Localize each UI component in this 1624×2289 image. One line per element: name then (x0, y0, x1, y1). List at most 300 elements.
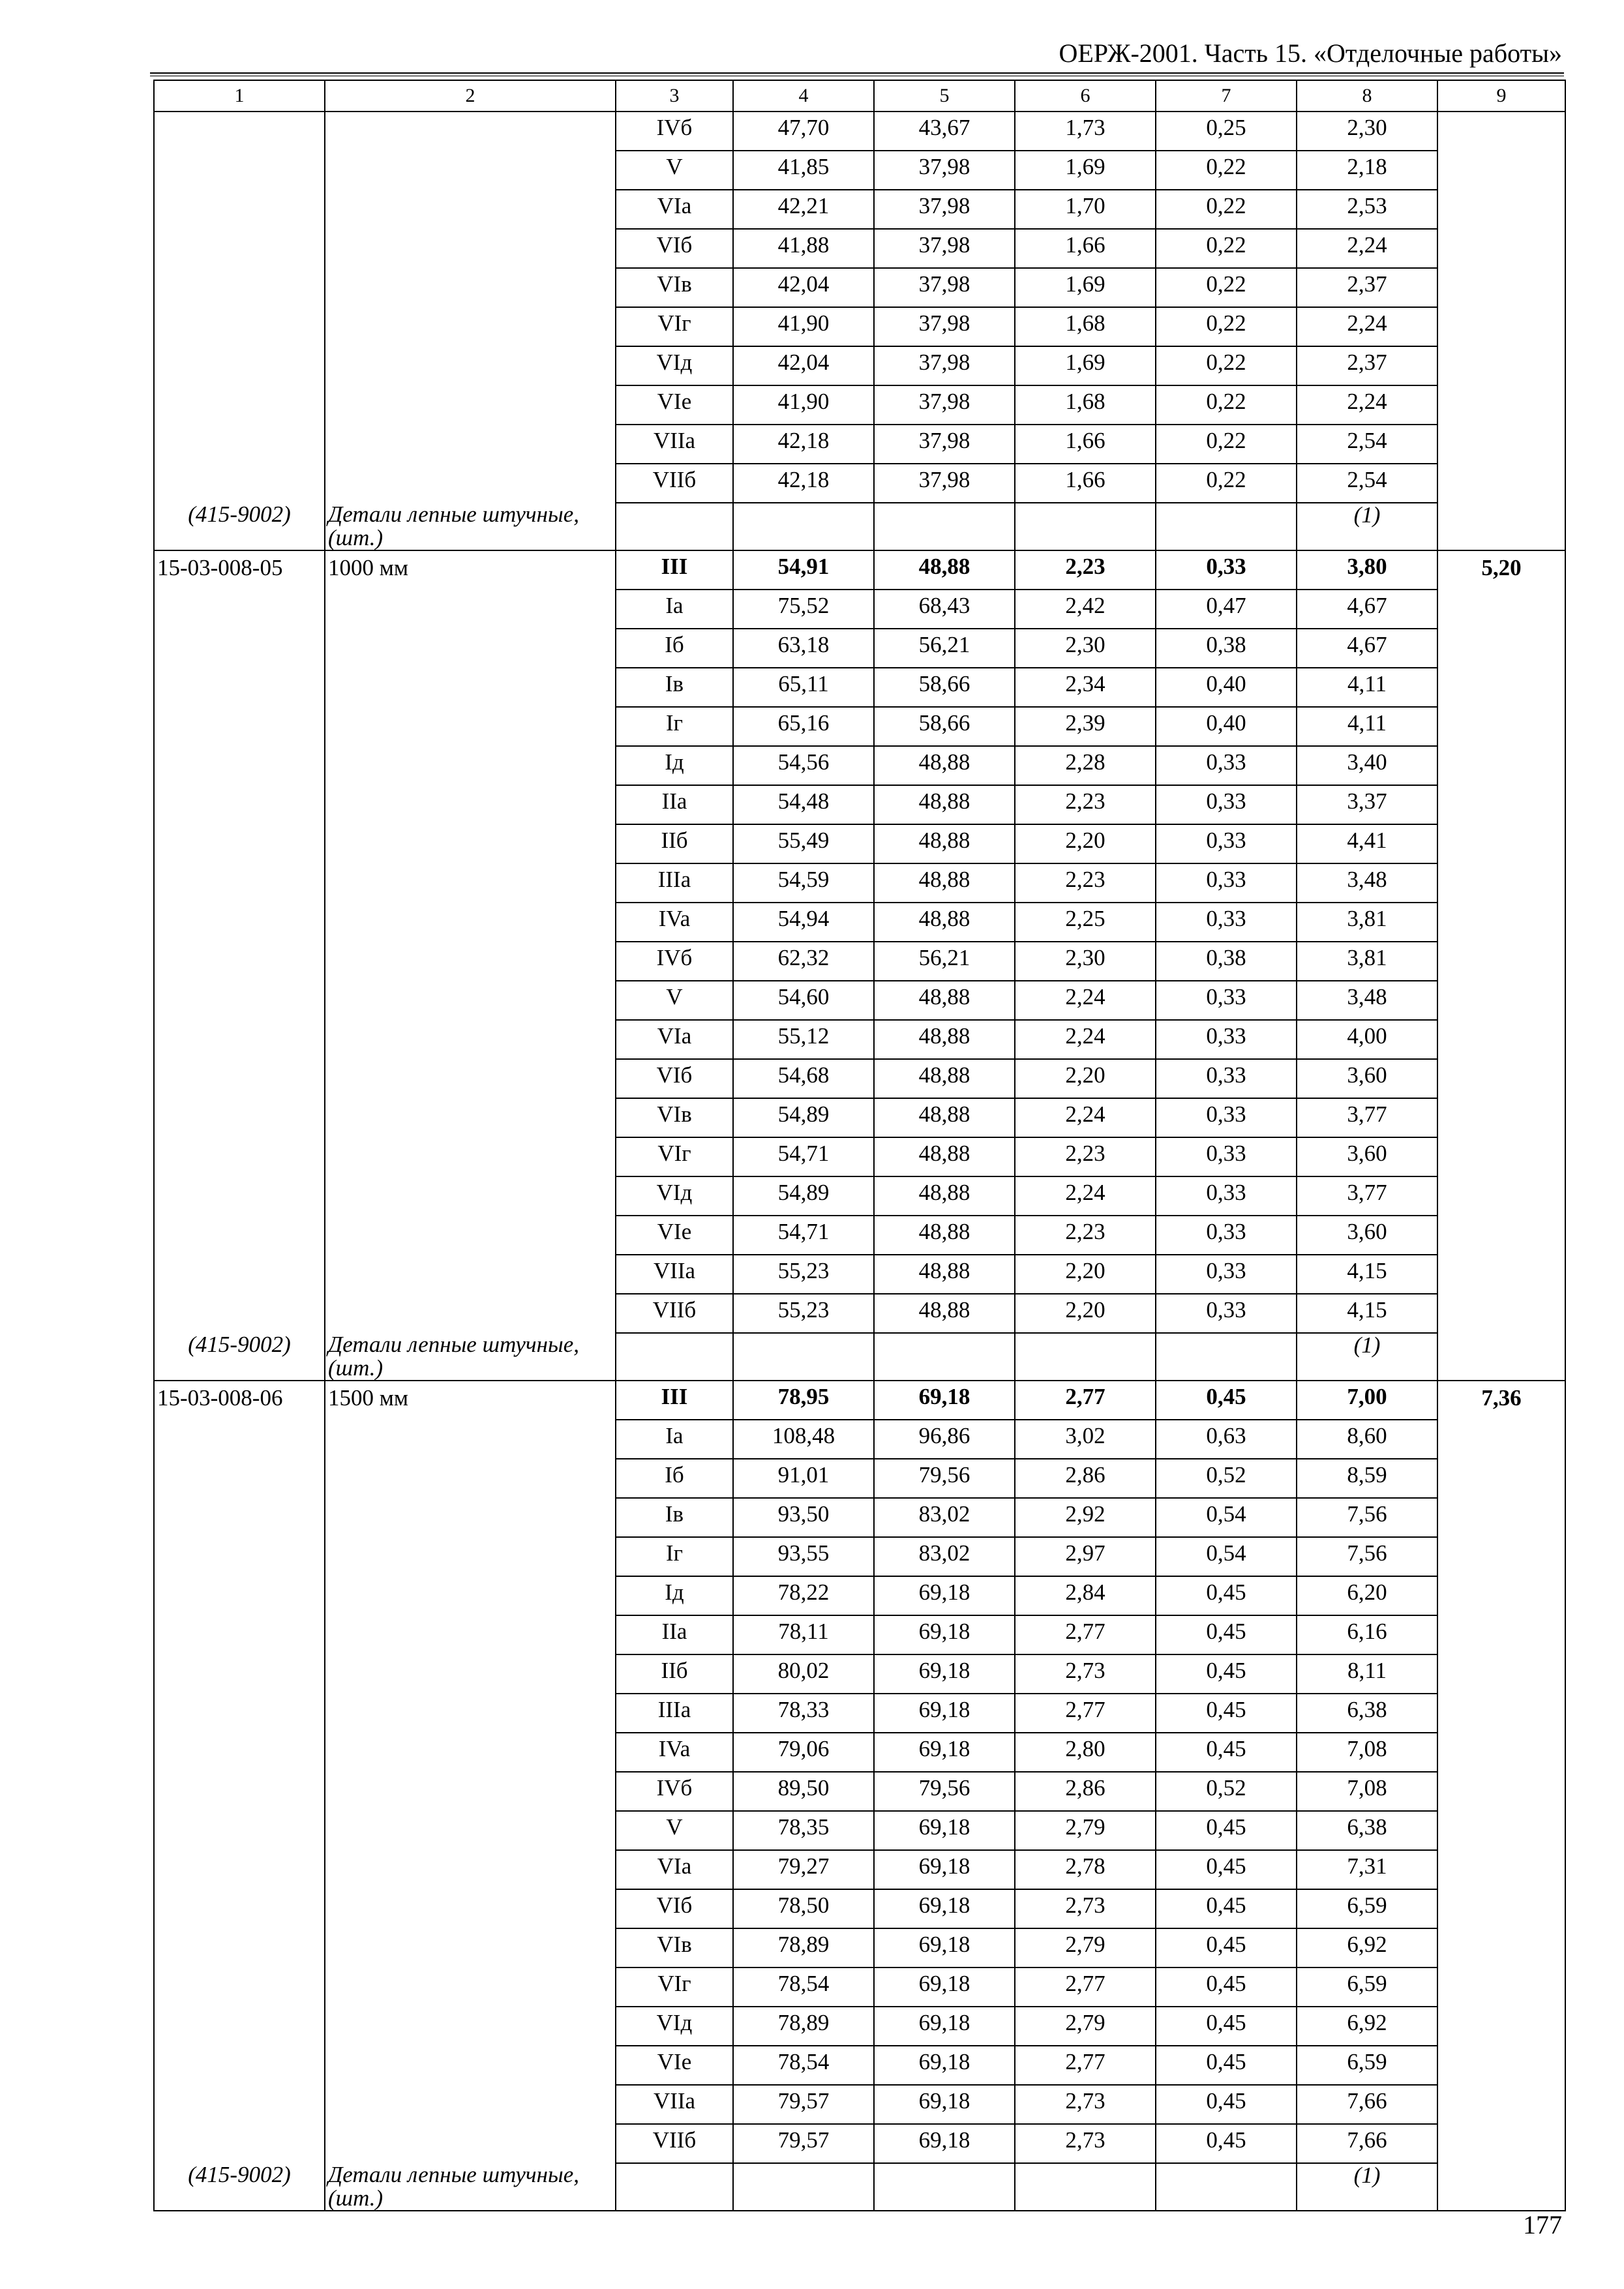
value-cell: 2,80 (1015, 1733, 1156, 1772)
zone-cell: IVa (616, 1733, 733, 1772)
zone-cell: VIд (616, 346, 733, 385)
zone-cell: IVб (616, 112, 733, 151)
value-cell: 2,24 (1297, 385, 1437, 425)
value-cell: 55,12 (733, 1020, 874, 1059)
rate-name-cell (325, 112, 616, 503)
empty-cell (1015, 1333, 1156, 1381)
value-cell: 0,33 (1156, 1059, 1297, 1098)
value-cell: 2,79 (1015, 2007, 1156, 2046)
value-cell: 2,53 (1297, 190, 1437, 229)
zone-cell: IIa (616, 785, 733, 824)
value-cell: 0,54 (1156, 1537, 1297, 1576)
value-cell: 42,21 (733, 190, 874, 229)
empty-cell (616, 503, 733, 550)
zone-cell: Iд (616, 1576, 733, 1615)
value-cell: 0,45 (1156, 1733, 1297, 1772)
value-cell: 37,98 (874, 268, 1015, 307)
value-cell: 48,88 (874, 785, 1015, 824)
value-cell: 3,40 (1297, 746, 1437, 785)
value-cell: 2,77 (1015, 1381, 1156, 1420)
value-cell: 8,60 (1297, 1420, 1437, 1459)
value-cell: 3,60 (1297, 1137, 1437, 1176)
zone-cell: IIa (616, 1615, 733, 1654)
value-cell: 69,18 (874, 1967, 1015, 2007)
value-cell: 0,33 (1156, 1255, 1297, 1294)
value-cell: 2,30 (1015, 629, 1156, 668)
value-cell: 80,02 (733, 1654, 874, 1694)
column-number: 8 (1297, 80, 1437, 112)
value-cell: 48,88 (874, 550, 1015, 590)
value-cell: 48,88 (874, 746, 1015, 785)
value-cell: 0,33 (1156, 1176, 1297, 1216)
value-cell: 0,45 (1156, 1850, 1297, 1889)
value-cell: 83,02 (874, 1537, 1015, 1576)
value-cell: 4,41 (1297, 824, 1437, 863)
value-cell: 37,98 (874, 464, 1015, 503)
value-cell: 3,48 (1297, 863, 1437, 903)
value-cell: 48,88 (874, 903, 1015, 942)
value-cell: 2,37 (1297, 346, 1437, 385)
value-cell: 0,45 (1156, 2085, 1297, 2124)
empty-cell (874, 1333, 1015, 1381)
value-cell: 75,52 (733, 590, 874, 629)
value-cell: 6,92 (1297, 1928, 1437, 1967)
zone-cell: VIв (616, 268, 733, 307)
page-number: 177 (1523, 2210, 1562, 2239)
value-cell: 6,16 (1297, 1615, 1437, 1654)
value-cell: 54,71 (733, 1216, 874, 1255)
material-note-row (154, 2163, 1565, 2211)
value-cell: 7,08 (1297, 1772, 1437, 1811)
value-cell: 37,98 (874, 307, 1015, 346)
column-number: 4 (733, 80, 874, 112)
value-cell: 65,11 (733, 668, 874, 707)
value-cell: 1,66 (1015, 425, 1156, 464)
value-cell: 1,69 (1015, 268, 1156, 307)
value-cell: 2,54 (1297, 425, 1437, 464)
value-cell: 0,33 (1156, 1020, 1297, 1059)
value-cell: 2,23 (1015, 1216, 1156, 1255)
value-cell: 0,22 (1156, 268, 1297, 307)
value-cell: 69,18 (874, 2124, 1015, 2163)
material-quantity: (1) (1297, 1333, 1437, 1381)
value-cell: 0,45 (1156, 1811, 1297, 1850)
zone-cell: VIa (616, 190, 733, 229)
material-quantity: (1) (1297, 2163, 1437, 2211)
value-cell: 0,54 (1156, 1498, 1297, 1537)
value-cell: 3,81 (1297, 942, 1437, 981)
empty-cell (733, 503, 874, 550)
value-cell: 37,98 (874, 385, 1015, 425)
zone-cell: IIIa (616, 863, 733, 903)
value-cell: 54,68 (733, 1059, 874, 1098)
zone-cell: VIг (616, 1137, 733, 1176)
value-cell: 47,70 (733, 112, 874, 151)
value-cell: 42,04 (733, 268, 874, 307)
value-cell: 3,60 (1297, 1216, 1437, 1255)
table-row (154, 1381, 1565, 1420)
material-code: (415-9002) (154, 503, 325, 550)
value-cell: 69,18 (874, 1576, 1015, 1615)
value-cell: 6,59 (1297, 1967, 1437, 2007)
value-cell: 41,90 (733, 307, 874, 346)
value-cell: 0,40 (1156, 668, 1297, 707)
value-cell: 0,33 (1156, 824, 1297, 863)
material-note-row (154, 1333, 1565, 1381)
value-cell: 48,88 (874, 1098, 1015, 1137)
value-cell: 2,24 (1015, 1176, 1156, 1216)
value-cell: 0,22 (1156, 425, 1297, 464)
value-cell: 2,24 (1297, 307, 1437, 346)
zone-cell: VIIa (616, 2085, 733, 2124)
value-cell: 0,45 (1156, 1654, 1297, 1694)
value-cell: 0,33 (1156, 550, 1297, 590)
value-cell: 91,01 (733, 1459, 874, 1498)
value-cell: 6,38 (1297, 1811, 1437, 1850)
material-code: (415-9002) (154, 1333, 325, 1381)
value-cell: 2,97 (1015, 1537, 1156, 1576)
value-cell: 2,24 (1015, 981, 1156, 1020)
value-cell: 3,81 (1297, 903, 1437, 942)
zone-cell: VIг (616, 1967, 733, 2007)
column-number: 7 (1156, 80, 1297, 112)
empty-cell (616, 1333, 733, 1381)
value-cell: 0,22 (1156, 151, 1297, 190)
zone-cell: IIб (616, 1654, 733, 1694)
value-cell: 0,45 (1156, 1967, 1297, 2007)
zone-cell: VIIб (616, 2124, 733, 2163)
value-cell: 79,27 (733, 1850, 874, 1889)
column-number: 5 (874, 80, 1015, 112)
zone-cell: VIe (616, 2046, 733, 2085)
zone-cell: VIIa (616, 425, 733, 464)
value-cell: 2,25 (1015, 903, 1156, 942)
total-cell (1437, 112, 1565, 550)
column-number: 9 (1437, 80, 1565, 112)
value-cell: 48,88 (874, 981, 1015, 1020)
zone-cell: V (616, 1811, 733, 1850)
empty-cell (874, 503, 1015, 550)
value-cell: 78,54 (733, 1967, 874, 2007)
empty-cell (733, 2163, 874, 2211)
value-cell: 2,20 (1015, 1255, 1156, 1294)
value-cell: 69,18 (874, 2046, 1015, 2085)
value-cell: 3,77 (1297, 1098, 1437, 1137)
zone-cell: VIIб (616, 464, 733, 503)
value-cell: 0,22 (1156, 385, 1297, 425)
rate-name-cell: 1500 мм (325, 1381, 616, 2163)
value-cell: 83,02 (874, 1498, 1015, 1537)
value-cell: 6,38 (1297, 1694, 1437, 1733)
value-cell: 0,25 (1156, 112, 1297, 151)
value-cell: 42,04 (733, 346, 874, 385)
value-cell: 54,91 (733, 550, 874, 590)
value-cell: 4,00 (1297, 1020, 1437, 1059)
zone-cell: Iб (616, 629, 733, 668)
value-cell: 93,50 (733, 1498, 874, 1537)
value-cell: 2,30 (1297, 112, 1437, 151)
value-cell: 63,18 (733, 629, 874, 668)
value-cell: 2,28 (1015, 746, 1156, 785)
zone-cell: Ia (616, 1420, 733, 1459)
value-cell: 0,47 (1156, 590, 1297, 629)
value-cell: 37,98 (874, 190, 1015, 229)
value-cell: 78,89 (733, 2007, 874, 2046)
value-cell: 0,22 (1156, 190, 1297, 229)
zone-cell: Iб (616, 1459, 733, 1498)
value-cell: 79,56 (874, 1772, 1015, 1811)
value-cell: 4,11 (1297, 707, 1437, 746)
value-cell: 6,59 (1297, 2046, 1437, 2085)
zone-cell: VIб (616, 1889, 733, 1928)
value-cell: 0,33 (1156, 863, 1297, 903)
value-cell: 2,86 (1015, 1772, 1156, 1811)
value-cell: 69,18 (874, 1928, 1015, 1967)
value-cell: 0,45 (1156, 2007, 1297, 2046)
value-cell: 42,18 (733, 425, 874, 464)
value-cell: 0,33 (1156, 1137, 1297, 1176)
value-cell: 2,18 (1297, 151, 1437, 190)
value-cell: 48,88 (874, 1216, 1015, 1255)
value-cell: 4,11 (1297, 668, 1437, 707)
value-cell: 37,98 (874, 229, 1015, 268)
value-cell: 108,48 (733, 1420, 874, 1459)
material-quantity: (1) (1297, 503, 1437, 550)
value-cell: 0,45 (1156, 1928, 1297, 1967)
zone-cell: VIв (616, 1098, 733, 1137)
value-cell: 0,45 (1156, 1381, 1297, 1420)
value-cell: 1,68 (1015, 385, 1156, 425)
value-cell: 78,54 (733, 2046, 874, 2085)
value-cell: 54,71 (733, 1137, 874, 1176)
value-cell: 93,55 (733, 1537, 874, 1576)
value-cell: 7,56 (1297, 1537, 1437, 1576)
value-cell: 4,67 (1297, 590, 1437, 629)
value-cell: 6,92 (1297, 2007, 1437, 2046)
value-cell: 62,32 (733, 942, 874, 981)
value-cell: 3,80 (1297, 550, 1437, 590)
value-cell: 54,60 (733, 981, 874, 1020)
empty-cell (1156, 1333, 1297, 1381)
value-cell: 3,60 (1297, 1059, 1437, 1098)
value-cell: 79,56 (874, 1459, 1015, 1498)
value-cell: 54,48 (733, 785, 874, 824)
value-cell: 79,57 (733, 2124, 874, 2163)
value-cell: 0,33 (1156, 1216, 1297, 1255)
column-number-row (154, 80, 1565, 112)
value-cell: 2,78 (1015, 1850, 1156, 1889)
value-cell: 2,37 (1297, 268, 1437, 307)
value-cell: 1,73 (1015, 112, 1156, 151)
value-cell: 7,66 (1297, 2085, 1437, 2124)
value-cell: 89,50 (733, 1772, 874, 1811)
value-cell: 1,68 (1015, 307, 1156, 346)
value-cell: 0,38 (1156, 942, 1297, 981)
empty-cell (1156, 503, 1297, 550)
value-cell: 0,22 (1156, 464, 1297, 503)
page-header-title: ОЕРЖ-2001. Часть 15. «Отделочные работы» (1059, 38, 1562, 68)
value-cell: 48,88 (874, 1137, 1015, 1176)
value-cell: 0,45 (1156, 2046, 1297, 2085)
value-cell: 48,88 (874, 1255, 1015, 1294)
value-cell: 0,33 (1156, 1294, 1297, 1333)
zone-cell: III (616, 1381, 733, 1420)
empty-cell (874, 2163, 1015, 2211)
value-cell: 55,23 (733, 1294, 874, 1333)
value-cell: 0,33 (1156, 1098, 1297, 1137)
value-cell: 6,59 (1297, 1889, 1437, 1928)
value-cell: 7,08 (1297, 1733, 1437, 1772)
value-cell: 7,66 (1297, 2124, 1437, 2163)
zone-cell: VIб (616, 1059, 733, 1098)
value-cell: 56,21 (874, 942, 1015, 981)
value-cell: 2,73 (1015, 2124, 1156, 2163)
zone-cell: III (616, 550, 733, 590)
value-cell: 7,56 (1297, 1498, 1437, 1537)
value-cell: 0,52 (1156, 1459, 1297, 1498)
value-cell: 42,18 (733, 464, 874, 503)
value-cell: 3,37 (1297, 785, 1437, 824)
zone-cell: VIa (616, 1020, 733, 1059)
value-cell: 4,15 (1297, 1255, 1437, 1294)
zone-cell: VIд (616, 2007, 733, 2046)
value-cell: 0,52 (1156, 1772, 1297, 1811)
empty-cell (733, 1333, 874, 1381)
value-cell: 2,77 (1015, 1967, 1156, 2007)
value-cell: 54,59 (733, 863, 874, 903)
zone-cell: IVa (616, 903, 733, 942)
value-cell: 0,45 (1156, 1889, 1297, 1928)
value-cell: 69,18 (874, 1733, 1015, 1772)
zone-cell: IIIa (616, 1694, 733, 1733)
value-cell: 0,40 (1156, 707, 1297, 746)
total-cell: 5,20 (1437, 550, 1565, 1381)
rate-code-cell: 15-03-008-06 (154, 1381, 325, 2163)
value-cell: 7,31 (1297, 1850, 1437, 1889)
value-cell: 1,70 (1015, 190, 1156, 229)
rate-code-cell (154, 112, 325, 503)
empty-cell (1015, 2163, 1156, 2211)
zone-cell: Iв (616, 668, 733, 707)
value-cell: 2,30 (1015, 942, 1156, 981)
value-cell: 2,77 (1015, 1615, 1156, 1654)
material-name: Детали лепные штучные, (шт.) (325, 1333, 616, 1381)
zone-cell: VIг (616, 307, 733, 346)
zone-cell: Iг (616, 707, 733, 746)
value-cell: 69,18 (874, 1850, 1015, 1889)
value-cell: 78,33 (733, 1694, 874, 1733)
value-cell: 2,73 (1015, 2085, 1156, 2124)
value-cell: 2,79 (1015, 1928, 1156, 1967)
value-cell: 2,84 (1015, 1576, 1156, 1615)
value-cell: 69,18 (874, 2007, 1015, 2046)
value-cell: 48,88 (874, 1020, 1015, 1059)
column-number: 2 (325, 80, 616, 112)
value-cell: 0,22 (1156, 346, 1297, 385)
value-cell: 2,79 (1015, 1811, 1156, 1850)
zone-cell: IVб (616, 1772, 733, 1811)
rates-table (153, 80, 1566, 2211)
header-double-rule (150, 72, 1564, 76)
value-cell: 2,34 (1015, 668, 1156, 707)
zone-cell: V (616, 981, 733, 1020)
empty-cell (1015, 503, 1156, 550)
value-cell: 2,39 (1015, 707, 1156, 746)
value-cell: 3,48 (1297, 981, 1437, 1020)
material-code: (415-9002) (154, 2163, 325, 2211)
value-cell: 0,45 (1156, 1576, 1297, 1615)
value-cell: 2,42 (1015, 590, 1156, 629)
value-cell: 0,45 (1156, 1615, 1297, 1654)
value-cell: 69,18 (874, 1654, 1015, 1694)
value-cell: 1,69 (1015, 151, 1156, 190)
value-cell: 4,15 (1297, 1294, 1437, 1333)
value-cell: 37,98 (874, 346, 1015, 385)
zone-cell: VIIб (616, 1294, 733, 1333)
value-cell: 69,18 (874, 1694, 1015, 1733)
value-cell: 2,92 (1015, 1498, 1156, 1537)
value-cell: 2,24 (1015, 1098, 1156, 1137)
value-cell: 69,18 (874, 1381, 1015, 1420)
value-cell: 68,43 (874, 590, 1015, 629)
value-cell: 8,11 (1297, 1654, 1437, 1694)
value-cell: 55,49 (733, 824, 874, 863)
value-cell: 2,23 (1015, 785, 1156, 824)
value-cell: 3,02 (1015, 1420, 1156, 1459)
value-cell: 7,00 (1297, 1381, 1437, 1420)
value-cell: 54,89 (733, 1176, 874, 1216)
value-cell: 2,24 (1297, 229, 1437, 268)
value-cell: 78,35 (733, 1811, 874, 1850)
value-cell: 69,18 (874, 1811, 1015, 1850)
value-cell: 78,22 (733, 1576, 874, 1615)
zone-cell: Iг (616, 1537, 733, 1576)
value-cell: 54,94 (733, 903, 874, 942)
zone-cell: VIe (616, 385, 733, 425)
value-cell: 0,45 (1156, 1694, 1297, 1733)
value-cell: 0,33 (1156, 981, 1297, 1020)
value-cell: 2,77 (1015, 1694, 1156, 1733)
value-cell: 58,66 (874, 707, 1015, 746)
zone-cell: Iв (616, 1498, 733, 1537)
value-cell: 56,21 (874, 629, 1015, 668)
value-cell: 78,89 (733, 1928, 874, 1967)
zone-cell: IIб (616, 824, 733, 863)
value-cell: 69,18 (874, 1615, 1015, 1654)
material-name: Детали лепные штучные, (шт.) (325, 503, 616, 550)
value-cell: 54,89 (733, 1098, 874, 1137)
table-row (154, 550, 1565, 590)
value-cell: 1,69 (1015, 346, 1156, 385)
zone-cell: Ia (616, 590, 733, 629)
value-cell: 78,11 (733, 1615, 874, 1654)
value-cell: 78,50 (733, 1889, 874, 1928)
value-cell: 0,33 (1156, 746, 1297, 785)
value-cell: 37,98 (874, 425, 1015, 464)
value-cell: 54,56 (733, 746, 874, 785)
rate-name-cell: 1000 мм (325, 550, 616, 1333)
value-cell: 2,86 (1015, 1459, 1156, 1498)
rate-code-cell: 15-03-008-05 (154, 550, 325, 1333)
value-cell: 0,33 (1156, 785, 1297, 824)
value-cell: 0,45 (1156, 2124, 1297, 2163)
zone-cell: VIe (616, 1216, 733, 1255)
value-cell: 48,88 (874, 1294, 1015, 1333)
value-cell: 79,06 (733, 1733, 874, 1772)
value-cell: 65,16 (733, 707, 874, 746)
value-cell: 0,63 (1156, 1420, 1297, 1459)
value-cell: 58,66 (874, 668, 1015, 707)
